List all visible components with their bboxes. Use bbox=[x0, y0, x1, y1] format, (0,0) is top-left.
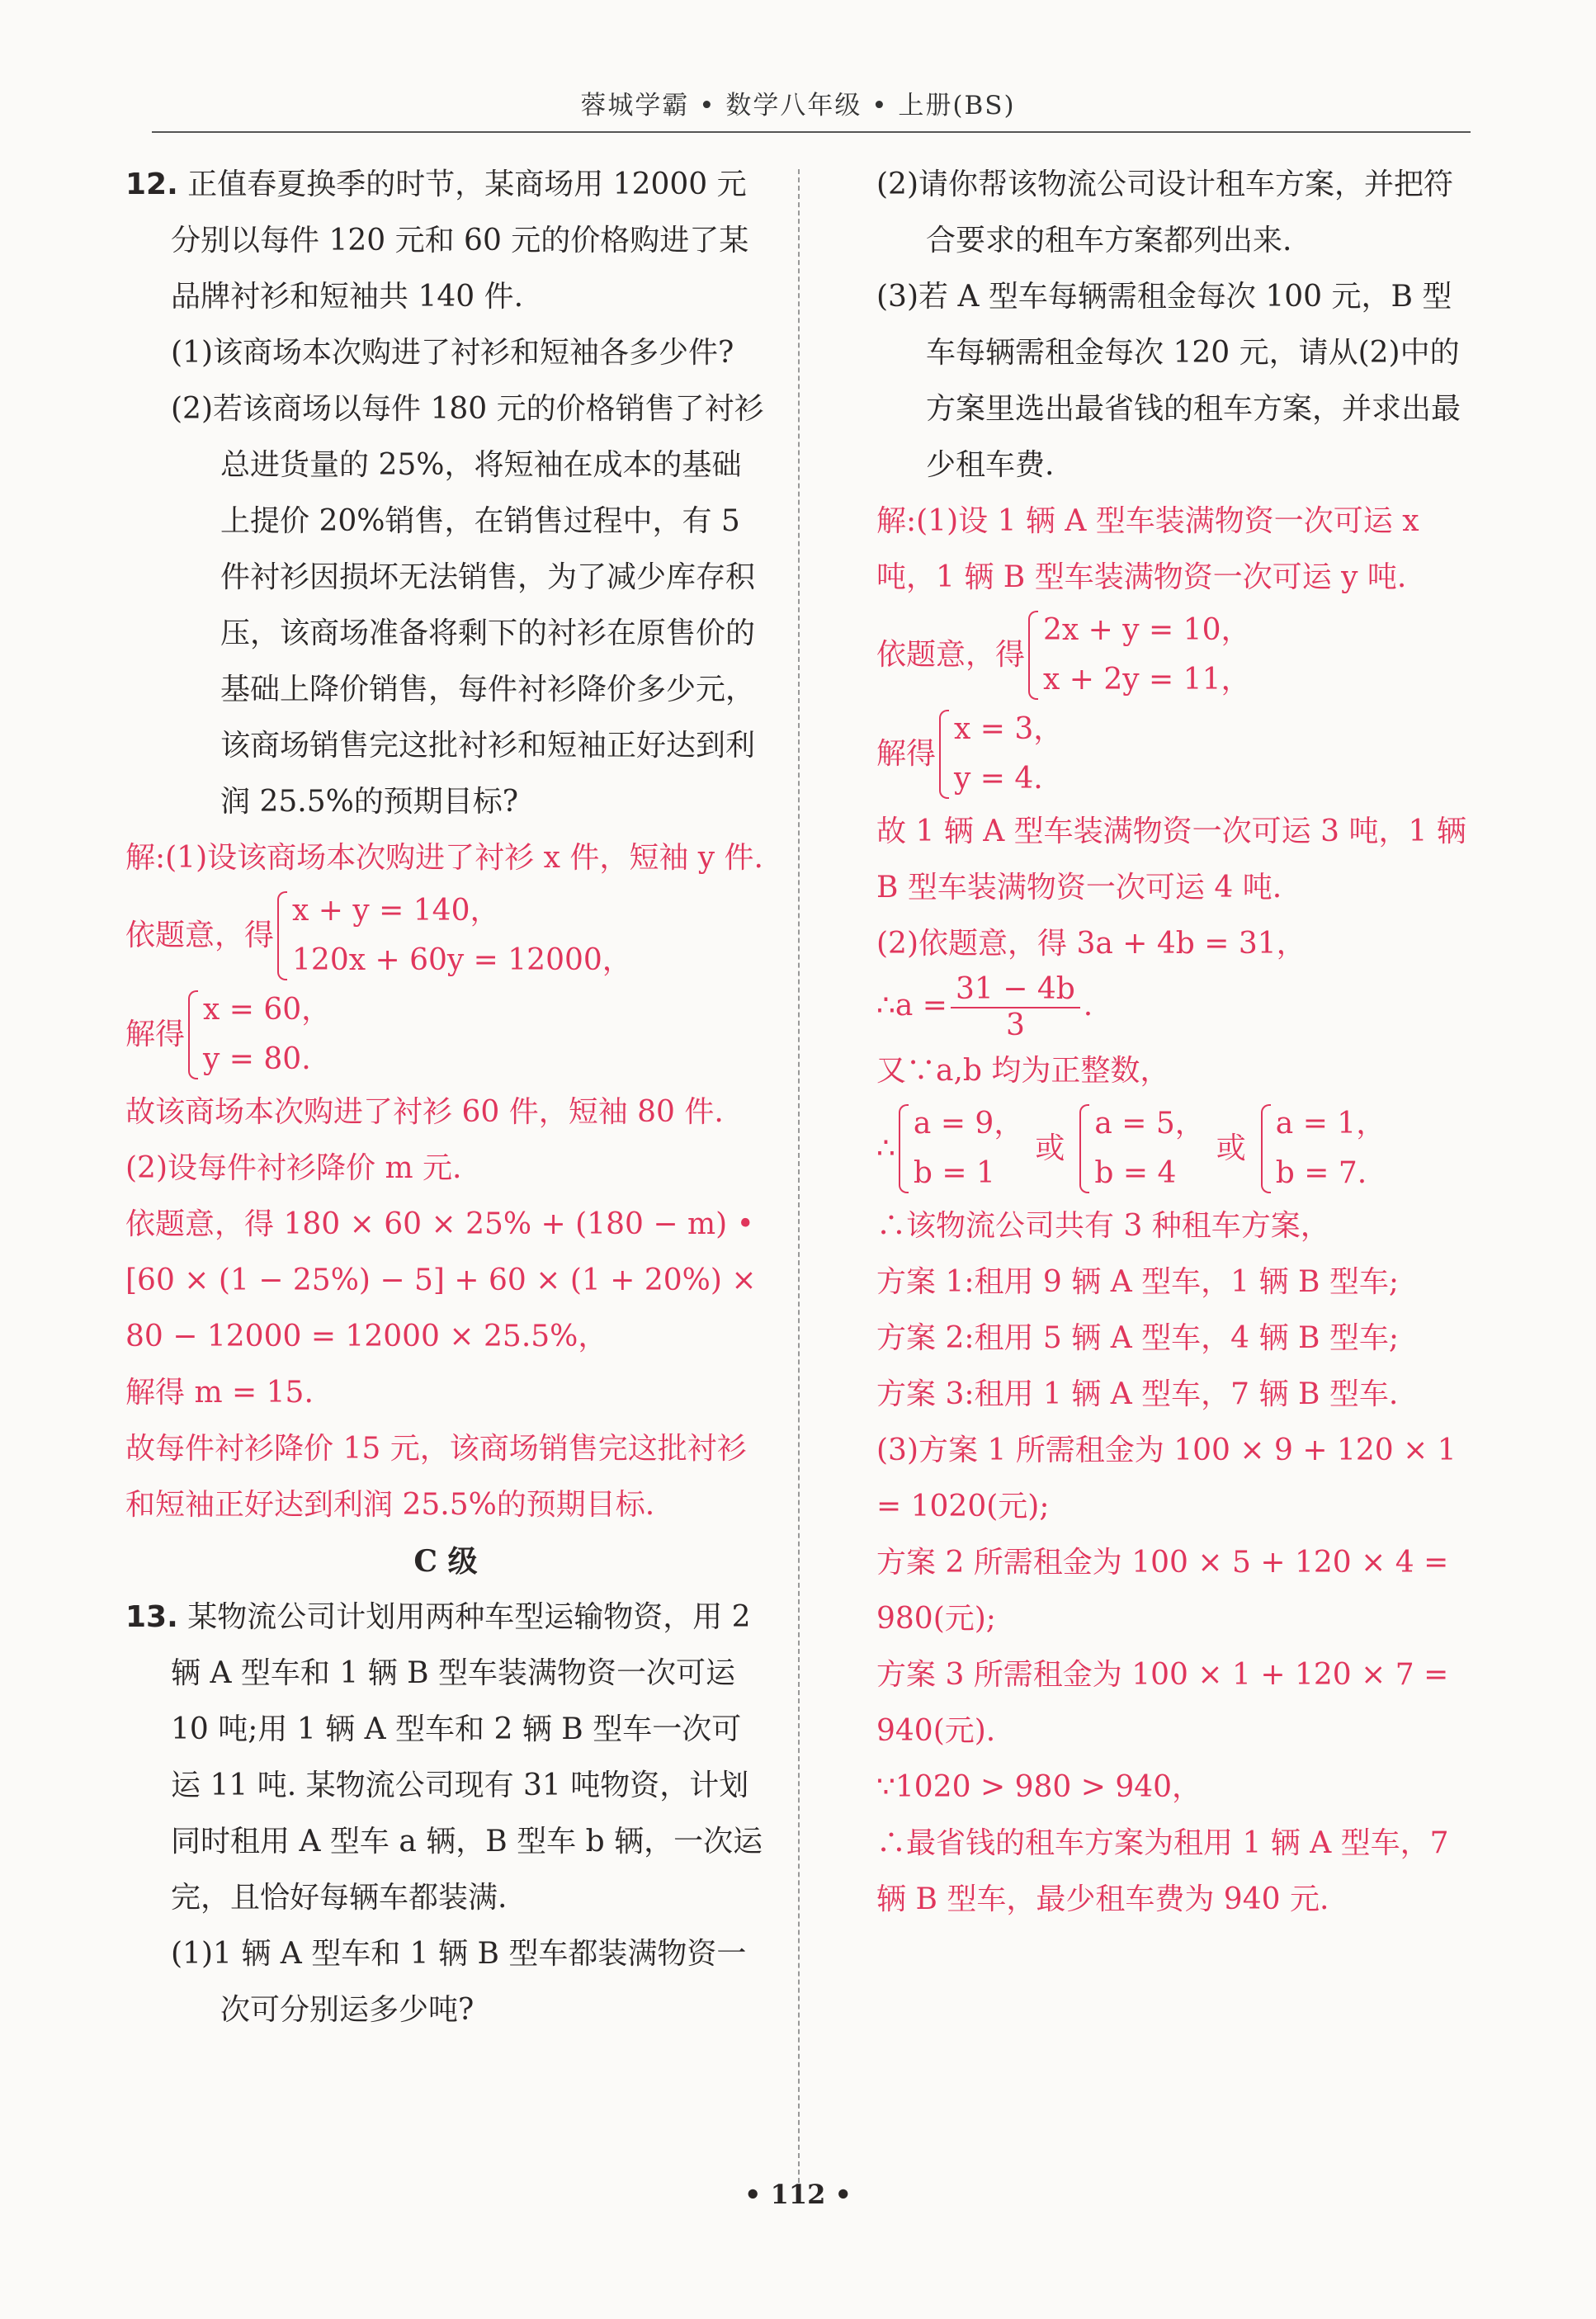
a13-line3: (2)依题意，得 3a + 4b = 31， bbox=[876, 927, 1306, 961]
brace-icon bbox=[1079, 1104, 1089, 1193]
a12-line3: (2)设每件衬衫降价 m 元. bbox=[125, 1151, 462, 1185]
fraction: $\frac{31 - 4b}{3}$ bbox=[951, 972, 1080, 1043]
a13-cost2: 方案 2 所需租金为 100 × 5 + 120 × 4 = 980(元); bbox=[876, 1546, 1458, 1636]
q13-stem: 13. 某物流公司计划用两种车型运输物资，用 2 辆 A 型车和 1 辆 B 型车装满物资一次可运 10 吨;用 1 辆 A 型车和 2 辆 B 型车一次可运 11 吨. 某物流公司现有 31 吨物资，计划同时租用 A 型车 a 辆，B 型车 b 辆，一次运完，且恰好每辆车都装满. bbox=[125, 1600, 763, 1915]
a13-line1: 解:(1)设 1 辆 A 型车装满物资一次可运 x 吨，1 辆 B 型车装满物资一次可运 y 吨. bbox=[876, 504, 1428, 594]
running-header: 蓉城学霸 • 数学八年级 • 上册(BS) bbox=[580, 91, 1016, 120]
a12-line2: 故该商场本次购进了衬衫 60 件，短袖 80 件. bbox=[125, 1095, 724, 1129]
q12-number: 12. bbox=[125, 168, 178, 201]
q12-part2: (2)若该商场以每件 180 元的价格销售了衬衫总进货量的 25%，将短袖在成本的基础上提价 20%销售，在销售过程中，有 5 件衬衫因损坏无法销售，为了减少库存积压，该商场准备将剩下的衬衫在原售价的基础上降价销售，每件衬衫降价多少元，该商场销售完这批衬衫和短袖正好达到利润 25.5%的预期目标? bbox=[171, 392, 764, 819]
q13-answer bbox=[876, 494, 1471, 1928]
a13-plan1: 方案 1:租用 9 辆 A 型车，1 辆 B 型车; bbox=[876, 1265, 1399, 1299]
a13-cost3: 方案 3 所需租金为 100 × 1 + 120 × 7 = 940(元). bbox=[876, 1658, 1458, 1748]
brace-icon bbox=[899, 1104, 909, 1193]
a12-line1: 解:(1)设该商场本次购进了衬衫 x 件，短袖 y 件. bbox=[125, 841, 763, 875]
a13-line2: 故 1 辆 A 型车装满物资一次可运 3 吨，1 辆B 型车装满物资一次可运 4 吨. bbox=[876, 815, 1466, 904]
a13-plan3: 方案 3:租用 1 辆 A 型车，7 辆 B 型车. bbox=[876, 1377, 1399, 1411]
a12-line6: 故每件衬衫降价 15 元，该商场销售完这批衬衫和短袖正好达到利润 25.5%的预期目标. bbox=[125, 1432, 747, 1522]
brace-icon bbox=[277, 891, 287, 980]
a13-cost1: (3)方案 1 所需租金为 100 × 9 + 120 × 1 = 1020(元); bbox=[876, 1433, 1466, 1523]
q13-part2: (2)请你帮该物流公司设计租车方案，并把符合要求的租车方案都列出来. bbox=[876, 168, 1453, 257]
q13-part3: (3)若 A 型车每辆需租金每次 100 元，B 型车每辆需租金每次 120 元，请从(2)中的方案里选出最省钱的租车方案，并求出最少租车费. bbox=[876, 280, 1461, 482]
a13-system2: 解得 x = 3， y = 4. bbox=[876, 705, 1471, 804]
q13-number: 13. bbox=[125, 1600, 178, 1634]
a12-line5: 解得 m = 15. bbox=[125, 1376, 314, 1410]
a12-system2: 解得 x = 60， y = 80. bbox=[125, 985, 766, 1084]
header-rule bbox=[152, 131, 1471, 133]
brace-icon bbox=[939, 710, 949, 799]
a12-line4: 依题意，得 180 × 60 × 25% + (180 − m) • [60 × (1 − 25%) − 5] + 60 × (1 + 20%) × 80 − 12000 = 12000 × 25.5%， bbox=[125, 1207, 766, 1353]
brace-icon bbox=[1028, 611, 1038, 700]
q12-answer bbox=[125, 830, 766, 1533]
right-column bbox=[876, 157, 1471, 1928]
brace-icon bbox=[188, 990, 198, 1079]
a13-system1: 依题意，得 2x + y = 10， x + 2y = 11， bbox=[876, 606, 1471, 705]
q12-stem: 12. 正值春夏换季的时节，某商场用 12000 元分别以每件 120 元和 60 元的价格购进了某品牌衬衫和短袖共 140 件. bbox=[125, 168, 749, 314]
a12-system1: 依题意，得 x + y = 140， 120x + 60y = 12000， bbox=[125, 886, 766, 985]
section-heading: C 级 bbox=[413, 1544, 478, 1579]
a13-plan2: 方案 2:租用 5 辆 A 型车，4 辆 B 型车; bbox=[876, 1321, 1399, 1355]
page-number: • 112 • bbox=[744, 2179, 852, 2210]
a13-line4: 又∵a,b 均为正整数， bbox=[876, 1054, 1170, 1088]
a13-fraction-line: ∴a = $\frac{31 - 4b}{3}$ . bbox=[876, 972, 1093, 1042]
q12-part1: (1)该商场本次购进了衬衫和短袖各多少件? bbox=[171, 336, 734, 370]
left-column bbox=[125, 157, 766, 2038]
a13-compare: ∵1020 > 980 > 940， bbox=[876, 1770, 1202, 1804]
a13-conclusion: ∴最省钱的租车方案为租用 1 辆 A 型车，7 辆 B 型车，最少租车费为 940 元. bbox=[876, 1826, 1459, 1916]
column-divider bbox=[798, 169, 800, 2183]
a13-solutions: ∴ a = 9， b = 1 或 a = 5， b = 4 或 a = 1， b = 7. bbox=[876, 1099, 1471, 1198]
q13-part1: (1)1 辆 A 型车和 1 辆 B 型车都装满物资一次可分别运多少吨? bbox=[171, 1937, 747, 2027]
brace-icon bbox=[1261, 1104, 1271, 1193]
a13-line5: ∴该物流公司共有 3 种租车方案， bbox=[876, 1209, 1330, 1243]
